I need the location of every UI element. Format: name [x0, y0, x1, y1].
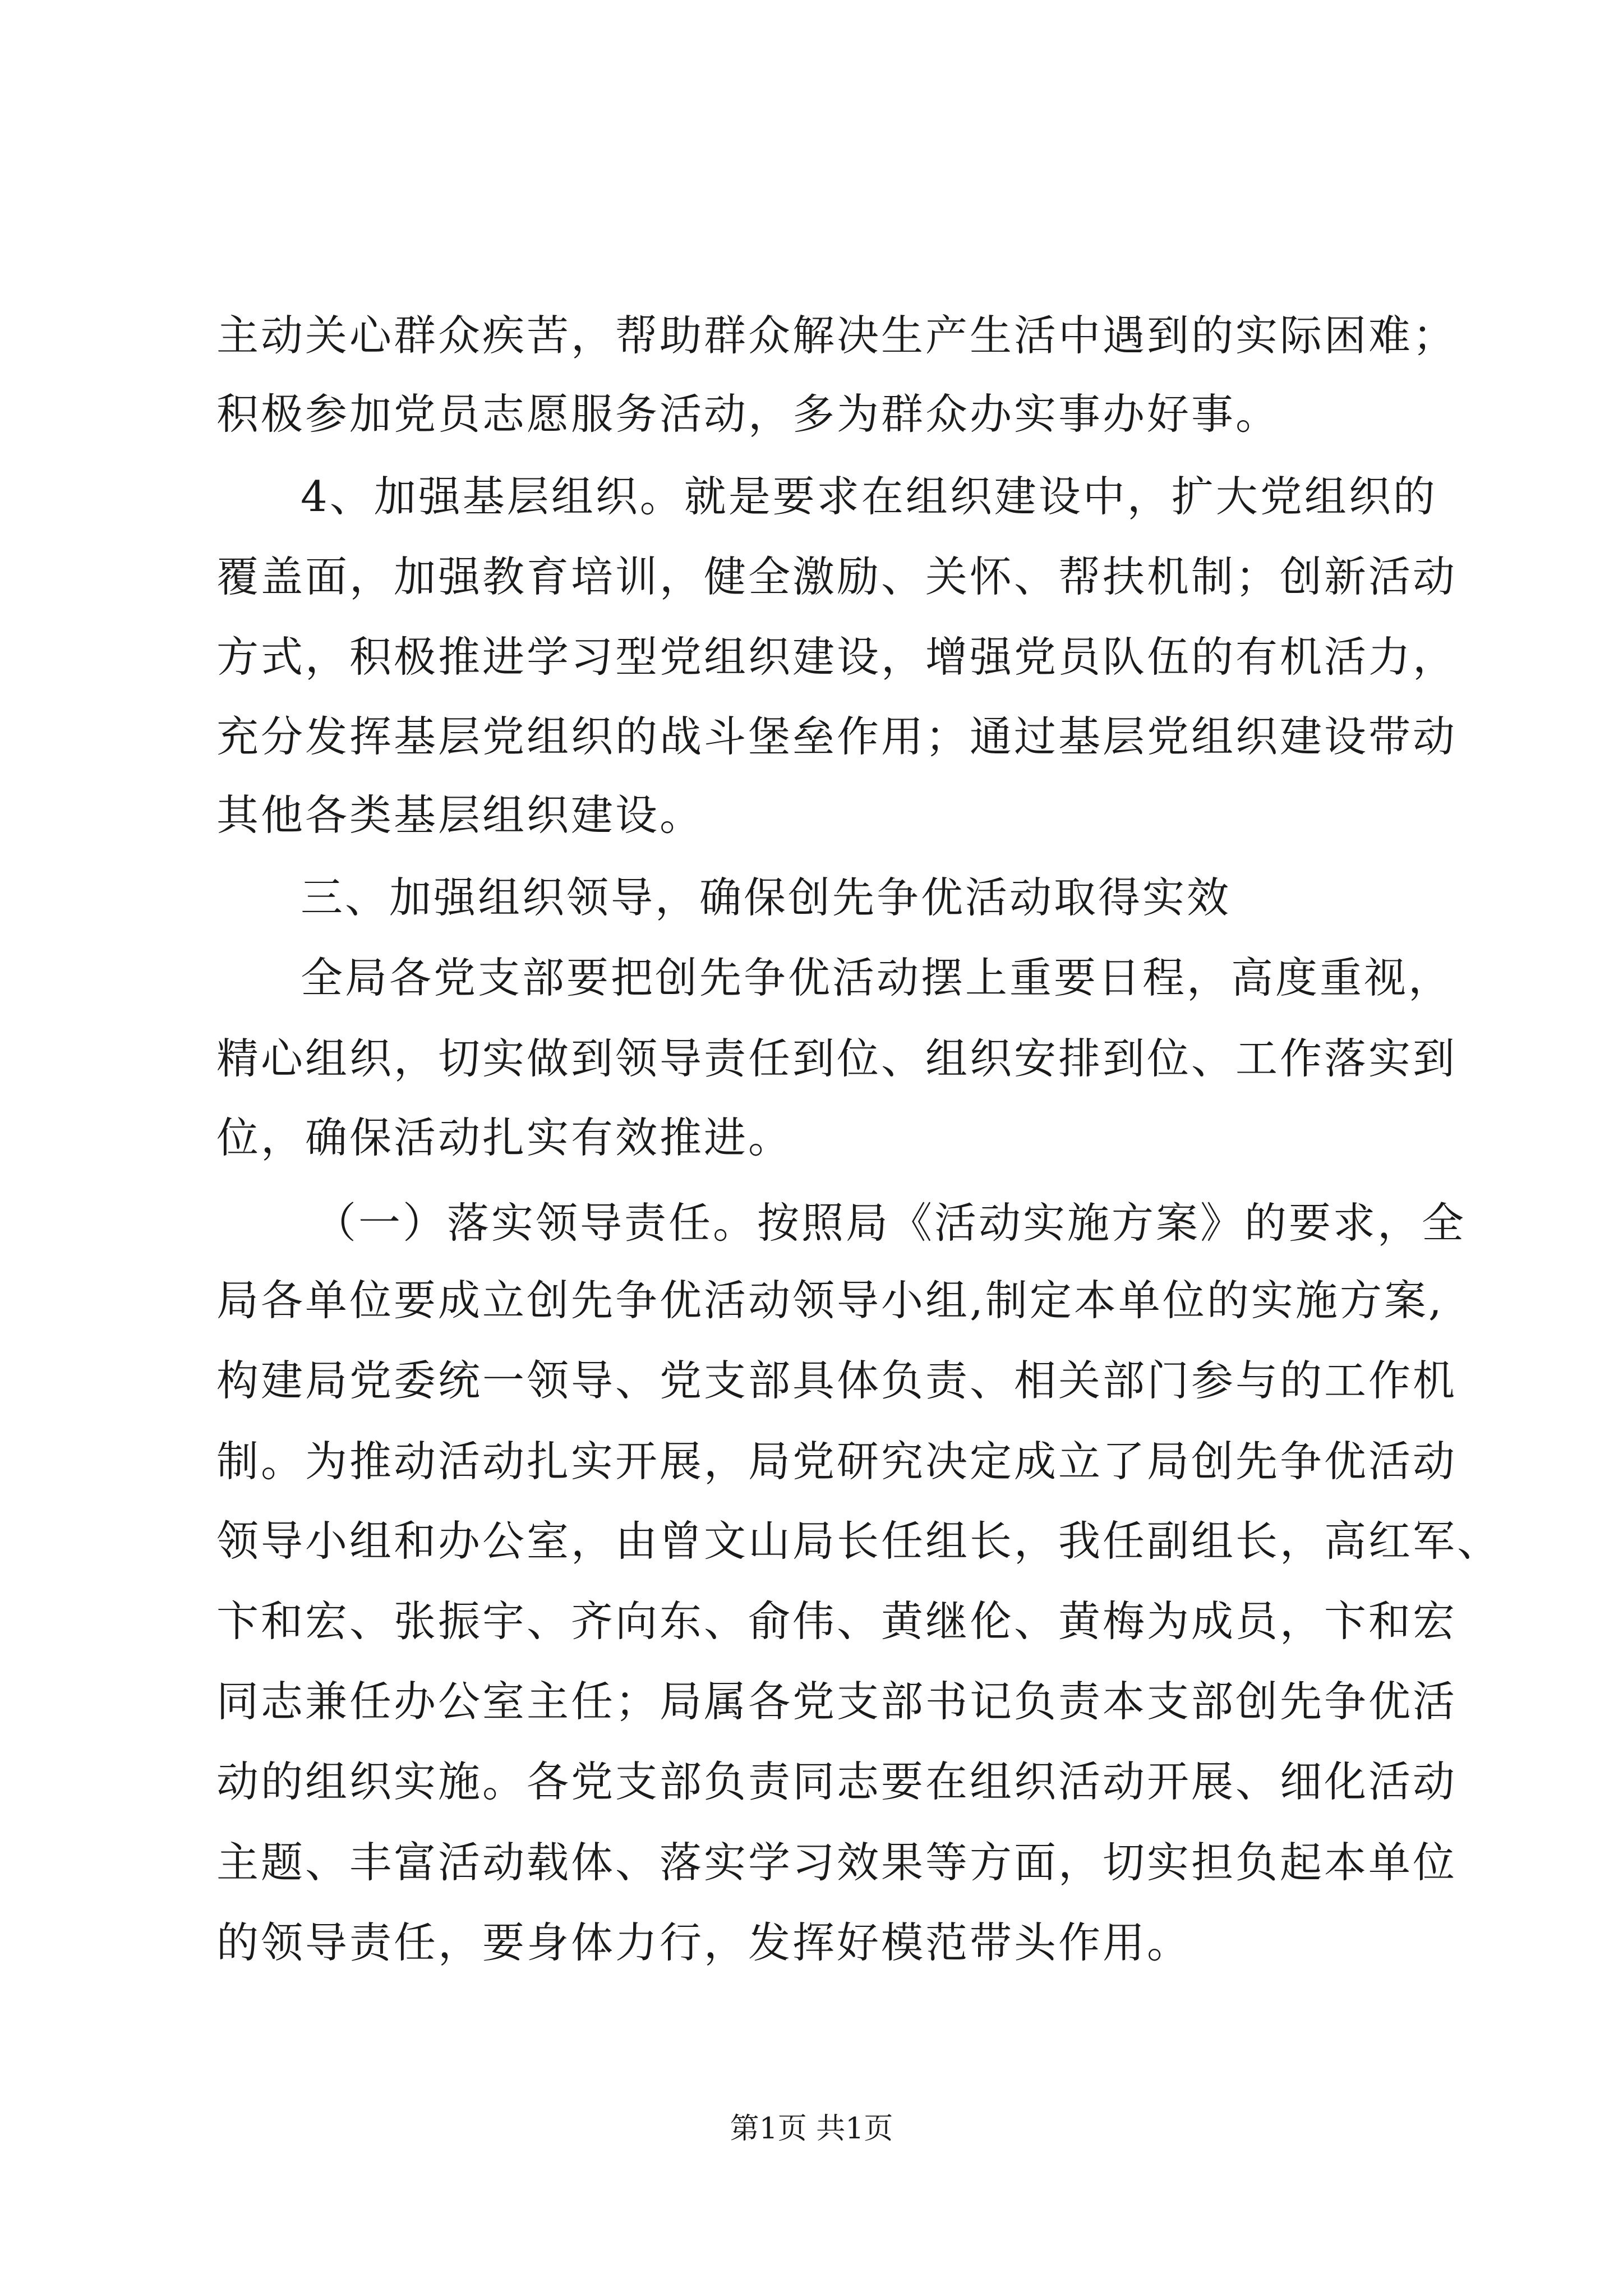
body-text-line: 卞和宏、张振宇、齐向东、俞伟、黄继伦、黄梅为成员，卞和宏	[216, 1596, 1458, 1646]
body-text-line: （一）落实领导责任。按照局《活动实施方案》的要求，全	[314, 1198, 1467, 1248]
body-text-line: 主动关心群众疾苦，帮助群众解决生产生活中遇到的实际困难；	[216, 311, 1458, 360]
body-text-line: 构建局党委统一领导、党支部具体负责、相关部门参与的工作机	[216, 1356, 1458, 1405]
body-text-line: 制。为推动活动扎实开展，局党研究决定成立了局创先争优活动	[216, 1437, 1458, 1486]
body-text-line: 4、加强基层组织。就是要求在组织建设中，扩大党组织的	[301, 472, 1437, 521]
body-text-line: 局各单位要成立创先争优活动领导小组,制定本单位的实施方案,	[216, 1276, 1444, 1325]
body-text-line: 积极参加党员志愿服务活动，多为群众办实事办好事。	[216, 389, 1280, 439]
page-footer: 第1页 共1页	[730, 2112, 893, 2146]
body-text-line: 的领导责任，要身体力行，发挥好模范带头作用。	[216, 1918, 1192, 1967]
body-text-line: 位，确保活动扎实有效推进。	[216, 1113, 793, 1162]
body-text-line: 同志兼任办公室主任；局属各党支部书记负责本支部创先争优活	[216, 1677, 1458, 1726]
body-text-line: 覆盖面，加强教育培训，健全激励、关怀、帮扶机制；创新活动	[216, 552, 1458, 601]
body-text-line: 主题、丰富活动载体、落实学习效果等方面，切实担负起本单位	[216, 1838, 1458, 1887]
body-text-line: 方式，积极推进学习型党组织建设，增强党员队伍的有机活力，	[216, 632, 1458, 682]
body-text-line: 领导小组和办公室，由曾文山局长任组长，我任副组长，高红军、	[216, 1516, 1502, 1566]
body-text-line: 其他各类基层组织建设。	[216, 790, 704, 840]
body-text-line: 动的组织实施。各党支部负责同志要在组织活动开展、细化活动	[216, 1757, 1458, 1806]
body-text-line: 精心组织，切实做到领导责任到位、组织安排到位、工作落实到	[216, 1034, 1458, 1083]
body-text-line: 充分发挥基层党组织的战斗堡垒作用；通过基层党组织建设带动	[216, 712, 1458, 761]
section-heading: 三、加强组织领导，确保创先争优活动取得实效	[301, 873, 1232, 922]
body-text-line: 全局各党支部要把创先争优活动摆上重要日程，高度重视，	[301, 953, 1453, 1002]
